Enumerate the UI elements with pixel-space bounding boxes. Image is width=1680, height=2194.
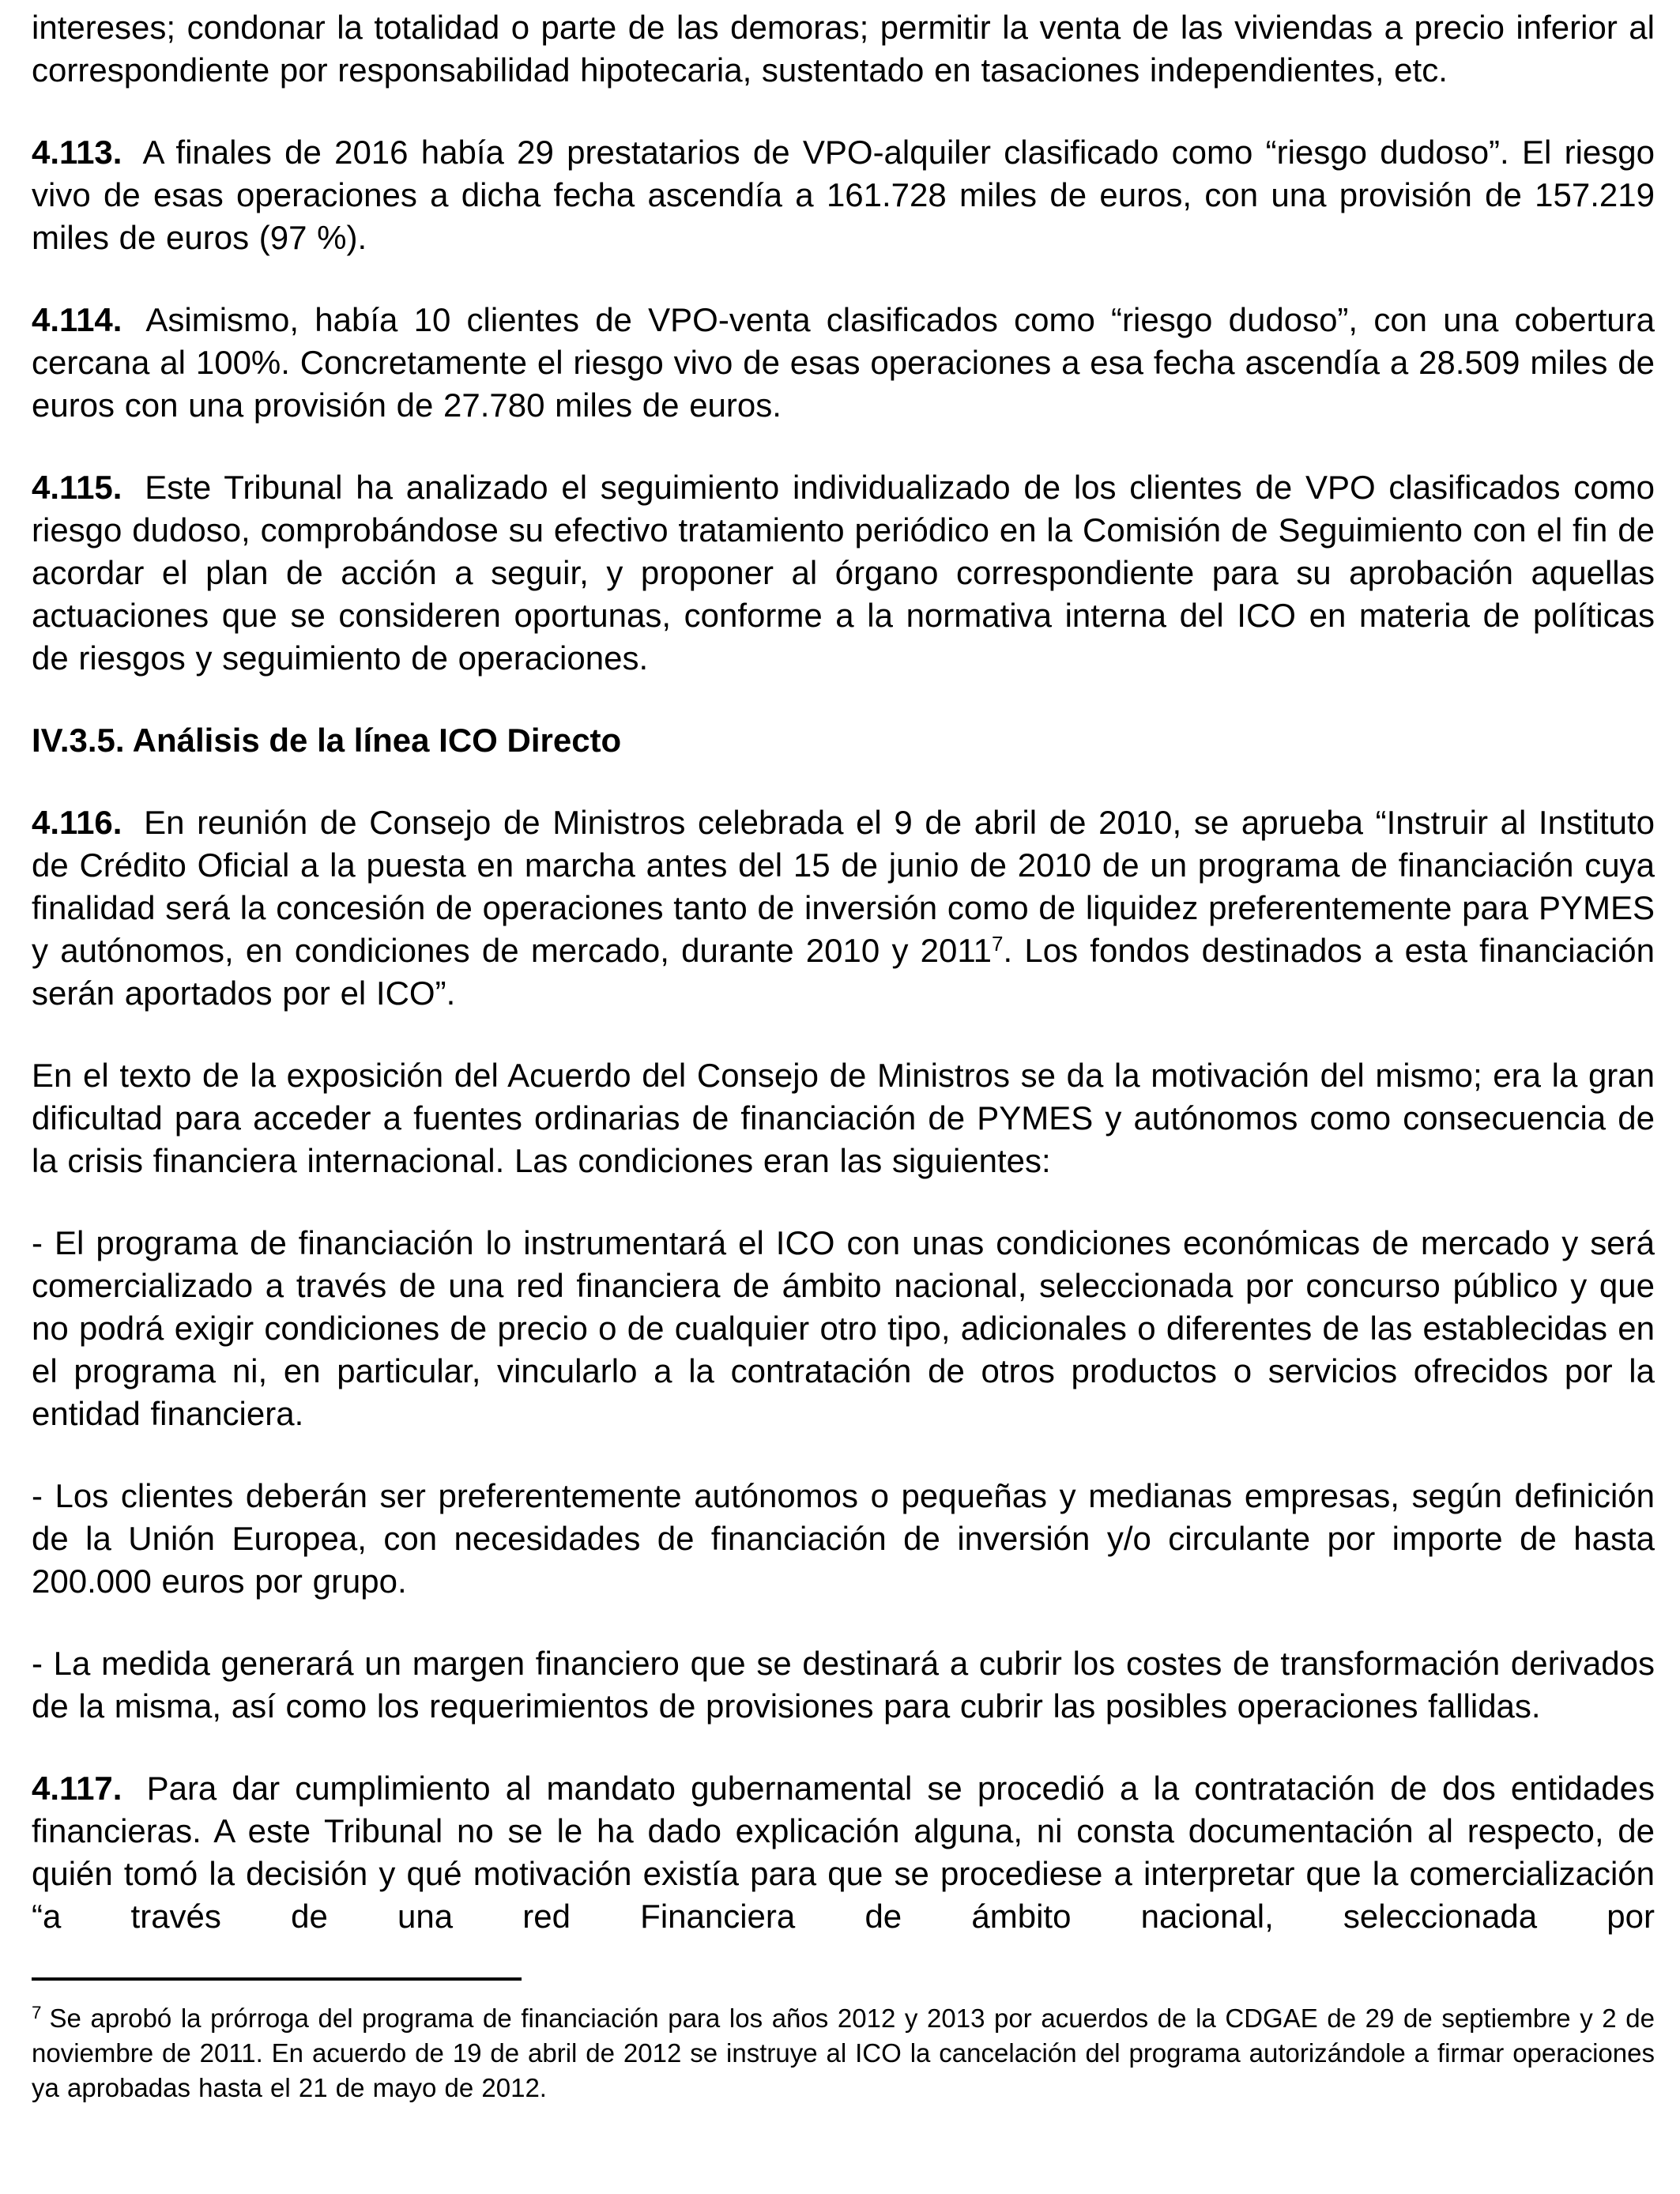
paragraph-text: A finales de 2016 había 29 prestatarios de VPO-alquiler clasificado como “riesgo dudoso”. El riesgo vivo de esas operaciones a dicha fecha ascendía a 161.728 miles de euros, con una provisión de 157.219 miles de euros (97 %). [32, 134, 1656, 256]
paragraph-text: - La medida generará un margen financiero que se destinará a cubrir los costes de transformación derivados de la misma, así como los requerimientos de provisiones para cubrir las posibles operaciones fallidas. [32, 1645, 1655, 1725]
paragraph-number: 4.117. [32, 1770, 122, 1807]
bullet-item-1 [32, 1222, 1655, 1435]
paragraph-text: Este Tribunal ha analizado el seguimiento individualizado de los clientes de VPO clasificados como riesgo dudoso, comprobándose su efectivo tratamiento periódico en la Comisión de Seguimiento con el fin de acordar el plan de acción a seguir, y proponer al órgano correspondiente para su aprobación aquellas actuaciones que se consideren oportunas, conforme a la normativa interna del ICO en materia de políticas de riesgos y seguimiento de operaciones. [32, 469, 1656, 677]
section-heading: IV.3.5. Análisis de la línea ICO Directo [32, 722, 622, 759]
paragraph-number: 4.115. [32, 469, 122, 506]
paragraph-text: . Los fondos destinados a esta financiación serán aportados por el ICO”. [32, 932, 1655, 1012]
paragraph-4-117 [32, 1767, 1655, 1938]
footnote-text: Se aprobó la prórroga del programa de financiación para los años 2012 y 2013 por acuerdos de la CDGAE de 29 de septiembre y 2 de noviembre de 2011. En acuerdo de 19 de abril de 2012 se instruye al ICO la cancelación del programa autorizándole a firmar operaciones ya aprobadas hasta el 21 de mayo de 2012. [32, 2004, 1655, 2102]
footnote [32, 2001, 1655, 2105]
paragraph-text: - Los clientes deberán ser preferentemente autónomos o pequeñas y medianas empresas, según definición de la Unión Europea, con necesidades de financiación de inversión y/o circulante por importe de hasta 200.000 euros por grupo. [32, 1477, 1655, 1600]
paragraph-continuation [32, 6, 1655, 92]
paragraph-4-116 [32, 801, 1655, 1015]
paragraph-text: Para dar cumplimiento al mandato gubernamental se procedió a la contratación de dos entidades financieras. A este Tribunal no se le ha dado explicación alguna, ni consta documentación al respecto, de quién tomó la decisión y qué motivación existía para que se procediese a interpretar que la comercialización “a través de una red Financiera de ámbito nacional, seleccionada por [32, 1770, 1655, 1935]
paragraph-text: intereses; condonar la totalidad o parte de las demoras; permitir la venta de las viviendas a precio inferior al correspondiente por responsabilidad hipotecaria, sustentado en tasaciones independientes, etc. [32, 9, 1655, 89]
bullet-item-3 [32, 1642, 1655, 1728]
paragraph-motivacion [32, 1054, 1655, 1182]
paragraph-number: 4.116. [32, 804, 122, 841]
footnote-marker: 7 [32, 2002, 42, 2022]
paragraph-number: 4.114. [32, 301, 122, 338]
paragraph-4-115 [32, 466, 1655, 680]
paragraph-4-114 [32, 299, 1655, 427]
paragraph-text: En reunión de Consejo de Ministros celebrada el 9 de abril de 2010, se aprueba “Instruir al Instituto de Crédito Oficial a la puesta en marcha antes del 15 de junio de 2010 de un programa de financiación cuya finalidad será la concesión de operaciones tanto de inversión como de liquidez preferentemente para PYMES y autónomos, en condiciones de mercado, durante 2010 y 2011 [32, 804, 1655, 969]
paragraph-number: 4.113. [32, 134, 122, 171]
footnote-reference: 7 [991, 932, 1004, 956]
bullet-item-2 [32, 1475, 1655, 1603]
footnote-separator [32, 1977, 522, 1981]
paragraph-4-113 [32, 131, 1655, 259]
paragraph-text: En el texto de la exposición del Acuerdo del Consejo de Ministros se da la motivación del mismo; era la gran dificultad para acceder a fuentes ordinarias de financiación de PYMES y autónomos como consecuencia de la crisis financiera internacional. Las condiciones eran las siguientes: [32, 1057, 1655, 1179]
paragraph-text: - El programa de financiación lo instrumentará el ICO con unas condiciones económicas de mercado y será comercializado a través de una red financiera de ámbito nacional, seleccionada por concurso público y que no podrá exigir condiciones de precio o de cualquier otro tipo, adicionales o diferentes de las establecidas en el programa ni, en particular, vincularlo a la contratación de otros productos o servicios ofrecidos por la entidad financiera. [32, 1224, 1655, 1432]
paragraph-text: Asimismo, había 10 clientes de VPO-venta clasificados como “riesgo dudoso”, con una cobertura cercana al 100%. Concretamente el riesgo vivo de esas operaciones a esa fecha ascendía a 28.509 miles de euros con una provisión de 27.780 miles de euros. [32, 301, 1655, 424]
